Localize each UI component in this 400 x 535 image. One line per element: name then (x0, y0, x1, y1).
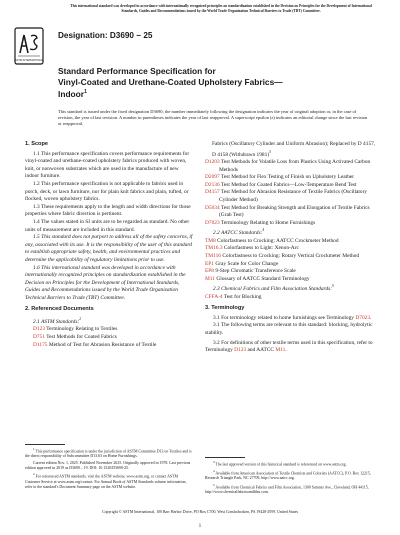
para-1-3: 1.3 These requirements apply to the length and width directions for those properties where fabric direction is pertinent. (25, 203, 191, 218)
issuance-note: This standard is issued under the fixed designation D3690; the number immediately following the designation indicates the year of original adoption or, in the case of revision, the year of last revision. A number in parentheses indicates the year of last reapproval. A superscript epsilon (ε) indicates an editorial change since the last revision or reapproval. (58, 109, 368, 126)
reference-link[interactable]: D2136 (205, 181, 220, 188)
reference-link[interactable]: TM116 (205, 252, 221, 259)
footnote-3: $^3$ The last approved version of this historical standard is referenced on www.astm.org. (213, 460, 347, 467)
para-2-1: 2.1 ASTM Standards:$^2$ (33, 317, 82, 325)
reference-d1175: D1175 Method of Test for Abrasion Resistance of Textile (33, 341, 157, 348)
reference-d1203: D1203 Test Methods for Volatile Loss from Plastics Using Activated Carbon Methods (205, 158, 371, 173)
footnote-5: $^5$ Available from Chemical Fabrics and Film Association, 1300 Sumner Ave., Cleveland, OH 44115, http://www.chemicalfabricsandfilm.com. (205, 482, 369, 494)
document-title (58, 66, 358, 100)
reference-d1175-cont: Fabrics (Oscillatory Cylinder and Uniform Abrasion); Replaced by D 4157, D 4158 (Withdrawn 1981)$^3$ (212, 141, 376, 158)
reference-d7023: D7023 Terminology Relating to Home Furnishings (205, 219, 316, 226)
aatcc-ep1: EP1 Gray Scale for Color Change (205, 260, 279, 267)
reference-d123: D123 Terminology Relating to Textiles (33, 326, 118, 333)
para-3-1b: 3.1 The following terms are relevant to this standard: blocking, hydrolytic stability. (205, 322, 373, 337)
reference-link[interactable]: D751 (33, 334, 45, 341)
reference-link[interactable]: D7023 (205, 219, 220, 226)
tbt-notice: This international standard was developed in accordance with internationally recognized principles on standardization established in the Decision on Principles for the Development of International Standards, Guides and Recommendations issued by the World Trade Organization Technical Barriers to Trade (TBT) Committee. (70, 4, 372, 13)
para-3-2: 3.2 For definitions of other textile terms used in this specification, refer to Terminology D123 and AATCC M11. (205, 339, 373, 354)
reference-link[interactable]: D7023 (355, 314, 371, 321)
right-column (205, 141, 378, 355)
reference-d4157: D4157 Test Method for Abrasion Resistance of Textile Fabrics (Oscillatory Cylinder Method) (205, 189, 368, 203)
title-line-3: Indoor$^1$ (58, 88, 87, 99)
reference-link[interactable]: TM8 (205, 237, 216, 244)
footnote-edition: Current edition Nov. 1, 2025. Published November 2025. Originally approved in 1978. Last previous edition approved in 2019 as D3690 – 19. DOI: 10.1520/D3690-25. (25, 460, 191, 470)
astm-logo-icon (14, 27, 44, 65)
page-number: 1 (198, 524, 202, 529)
footnotes-left (25, 447, 193, 490)
aatcc-m11: M11 Glossary of AATCC Standard Terminology (205, 275, 310, 282)
reference-d5034: D5034 Test Method for Breaking Strength and Elongation of Textile Fabrics (Grab Test) (205, 204, 370, 219)
reference-d751: D751 Test Methods for Coated Fabrics (33, 334, 117, 341)
svg-text:ASTM INTERNATIONAL: ASTM INTERNATIONAL (14, 59, 44, 62)
section-1-heading: 1. Scope (25, 141, 49, 147)
reference-link[interactable]: D123 (234, 347, 247, 354)
aatcc-tm16: TM16.3 Colorfastness to Light: Xenon-Arc (205, 245, 299, 252)
reference-d2097: D2097 Test Method for Flex Testing of Finish on Upholstery Leather (205, 174, 355, 181)
footnotes-right (205, 460, 378, 495)
para-2-2: 2.2 AATCC Standards:$^4$ (213, 228, 265, 237)
title-line-2: Vinyl-Coated and Urethane-Coated Upholstery Fabrics— (58, 76, 283, 87)
section-2-heading: 2. Referenced Documents (25, 306, 94, 313)
footnote-divider-left (25, 444, 65, 445)
footnote-1: $^1$ This performance specification is under the jurisdiction of ASTM Committee D13 on Textiles and is the direct responsibility of Subcommittee D13.63 on Home Furnishings. (25, 447, 192, 459)
reference-link[interactable]: CFFA-4 (205, 293, 223, 300)
reference-link[interactable]: M11 (205, 275, 215, 282)
para-1-6: 1.6 This international standard was developed in accordance with internationally recognized principles on standardization established in the Decision on Principles for the Development of International Standards, Guides and Recommendations issued by the World Trade Organization Technical Barriers to Trade (TBT) Committee. (25, 264, 186, 301)
aatcc-tm8: TM8 Colorfastness to Crocking: AATCC Crockmeter Method (205, 237, 339, 244)
reference-link[interactable]: TM16.3 (205, 245, 223, 252)
reference-link[interactable]: D5034 (205, 204, 220, 211)
title-line-1: Standard Performance Specification for (58, 66, 216, 76)
reference-link[interactable]: D2097 (205, 174, 220, 181)
designation: Designation: D3690 − 25 (58, 31, 153, 40)
reference-link[interactable]: EP8 (205, 268, 214, 275)
copyright-footer: Copyright © ASTM International, 100 Barr Harbor Drive, PO Box C700, West Conshohocken, PA 19428-2959. United States (102, 510, 298, 514)
reference-link[interactable]: D123 (33, 326, 45, 333)
section-3-heading: 3. Terminology (205, 305, 245, 312)
footnote-divider-right (205, 457, 245, 458)
para-1-4: 1.4 The values stated in SI units are to be regarded as standard. No other units of measurement are included in this standard. (25, 218, 190, 233)
cffa-4: CFFA-4 Test for Blocking (205, 293, 262, 300)
reference-link[interactable]: EP1 (205, 260, 214, 267)
reference-link[interactable]: M11 (275, 347, 286, 354)
reference-link[interactable]: D1203 (205, 158, 220, 165)
reference-d2136: D2136 Test Method for Coated Fabrics—Low-Temperature Bend Test (205, 181, 357, 188)
left-column (25, 141, 193, 349)
footnote-4: $^4$ Available from American Association of Textile Chemists and Colorists (AATCC), P.O. Box 12215, Research Triangle Park, NC 27709, http://www.aatcc.org. (205, 468, 371, 481)
para-1-1: 1.1 This performance specification covers performance requirements for vinyl-coated and urethane-coated upholstery fabrics produced with woven, knit, or nonwoven substrates which are used in the manufacture of new indoor furniture. (25, 150, 190, 180)
aatcc-tm116: TM116 Colorfastness to Crocking: Rotary Vertical Crockmeter Method (205, 252, 360, 259)
para-1-5: 1.5 This standard does not purport to address all of the safety concerns, if any, associated with its use. It is the responsibility of the user of this standard to establish appropriate safety, health, and environmental practices and determine the applicability of regulatory limitations prior to use. (25, 234, 193, 263)
footnote-2: $^2$ For referenced ASTM standards, visit the ASTM website, www.astm.org, or contact ASTM Customer Service at www.astm.org/contact. For Annual Book of ASTM Standards volume information, refer to the standard's Document Summary page on the ASTM website. (25, 472, 187, 489)
para-3-1: 3.1 For terminology related to home furnishings see Terminology D7023. (213, 314, 372, 321)
aatcc-ep8: EP8 9-Step Chromatic Transference Scale (205, 268, 296, 275)
para-2-3: 2.3 Chemical Fabrics and Film Association Standards:$^5$ (213, 284, 334, 293)
reference-link[interactable]: D1175 (33, 341, 48, 348)
reference-link[interactable]: D4157 (205, 189, 220, 196)
para-1-2: 1.2 This performance specification is not applicable to fabrics used in porch, deck, or lawn furniture, nor for plain knit fabrics and plain, tufted, or flocked, woven upholstery fabrics. (25, 180, 189, 203)
